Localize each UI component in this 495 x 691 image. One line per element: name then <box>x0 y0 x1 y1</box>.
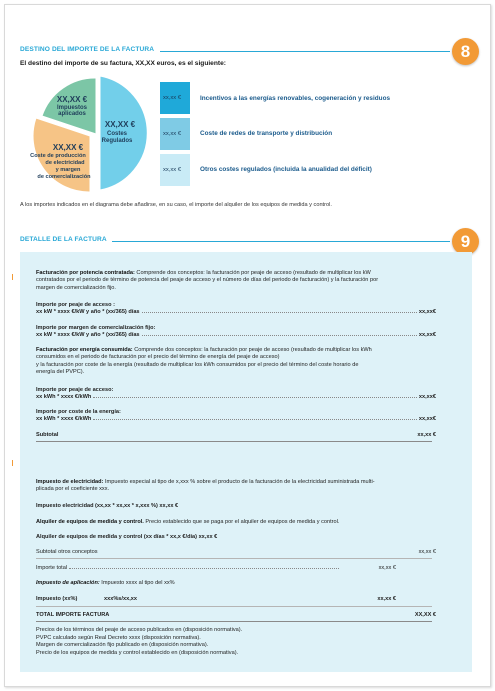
peaje-acceso-formula: xx kW * xxxx €/kW y año * (xx/365) días <box>36 309 140 315</box>
energia-text: consumidos en el periodo de facturación por el precio del término de energía del peaje de acceso) <box>36 354 280 361</box>
energia-text: y la facturación por coste de la energía (resultado de multiplicar los kWh consumidos por el precio del término del coste horario de <box>36 361 359 368</box>
regulatory-notes <box>36 627 446 657</box>
coste-energia-title: Importe por coste de la energía: <box>36 409 121 415</box>
pie-label-produccion-2: de electricidad <box>45 160 85 166</box>
subtotal-otros-row <box>36 549 436 555</box>
peaje-energia-formula: xx kWh * xxxx €/kWh <box>36 394 92 400</box>
impuesto-aplicacion-text: Impuesto xxxx al tipo del xx% <box>99 580 175 586</box>
peaje-acceso-title: Importe por peaje de acceso : <box>36 302 115 308</box>
pie-amount-produccion: XX,XX € <box>52 143 84 152</box>
legend-box-renovables: xx,xx € <box>160 82 190 114</box>
section-title-detalle: DETALLE DE LA FACTURA <box>20 236 107 243</box>
pie-label-impuestos-2: aplicados <box>58 111 86 117</box>
subtotal-label: Subtotal <box>36 432 59 438</box>
impuesto-label: Impuesto (xx%) <box>36 596 78 602</box>
peaje-energia-row <box>36 394 436 400</box>
leader-dots <box>69 568 338 569</box>
pie-label-costes-regulados-2: Regulados <box>101 138 133 144</box>
section-badge-8: 8 <box>452 38 479 65</box>
note-line: Precios de los términos del peaje de acceso publicados en (disposición normativa). <box>36 627 243 633</box>
ie-formula: Impuesto electricidad (xx,xx * xx,xx * x,xxx %) xx,xx € <box>36 503 179 509</box>
ie-text: plicada por el coeficiente xxx. <box>36 486 110 493</box>
margen-title: Importe por margen de comercialización fijo: <box>36 325 156 331</box>
subtotal-divider <box>36 441 432 442</box>
intro-text: El destino del importe de su factura, XX,XX euros, es el siguiente: <box>20 60 226 67</box>
subtotal-row <box>36 432 436 438</box>
leader-dots <box>93 419 417 420</box>
legend-label-otros: Otros costes regulados (incluida la anualidad del déficit) <box>200 166 372 173</box>
subtotal-otros-value: xx,xx € <box>418 549 436 555</box>
note-line: Precio de los equipos de medida y control establecido en (disposición normativa). <box>36 649 239 656</box>
total-row <box>36 612 436 618</box>
potencia-title: Facturación por potencia contratada: <box>36 270 135 276</box>
potencia-paragraph <box>36 270 446 292</box>
pie-label-impuestos-1: Impuestos <box>56 105 88 111</box>
total-value: XX,XX € <box>414 612 436 618</box>
margen-value: xx,xx€ <box>418 332 436 338</box>
peaje-acceso-value: xx,xx€ <box>418 309 436 315</box>
impuesto-formula: xxx%s/xx,xx <box>104 596 137 602</box>
legend-label-redes: Coste de redes de transporte y distribución <box>200 130 333 137</box>
coste-energia-value: xx,xx€ <box>418 416 436 422</box>
importe-total-value: xx,xx € <box>378 565 396 571</box>
leader-dots <box>142 312 417 313</box>
leader-dots <box>93 397 417 398</box>
section-divider <box>112 241 450 242</box>
potencia-text: Comprende dos conceptos: la facturación por peaje de acceso (resultado de multiplicar los kW <box>134 270 371 276</box>
subtotal-value: xx,xx € <box>417 432 436 438</box>
alquiler-text: Precio establecido que se paga por el alquiler de equipos de medida y control. <box>143 519 340 525</box>
leader-dots <box>142 335 417 336</box>
section-title-destino: DESTINO DEL IMPORTE DE LA FACTURA <box>20 46 155 53</box>
impuesto-aplicacion-paragraph <box>36 580 446 587</box>
margin-marker <box>12 460 13 466</box>
pie-label-produccion-1: Coste de producción <box>30 153 86 159</box>
coste-energia-row <box>36 416 436 422</box>
pie-label-costes-regulados-1: Costes <box>106 131 128 137</box>
pie-label-produccion-4: de comercialización <box>37 174 91 180</box>
subtotal-otros-divider <box>36 558 432 559</box>
impuesto-aplicacion-title: Impuesto de aplicación: <box>36 580 100 586</box>
importe-total-row <box>36 565 436 571</box>
energia-text: energía del PVPC). <box>36 368 85 375</box>
section-divider <box>160 51 450 52</box>
pie-label-produccion-3: y margen <box>55 167 81 173</box>
impuesto-row <box>36 596 436 602</box>
margen-row <box>36 332 436 338</box>
ie-paragraph <box>36 479 446 494</box>
total-label: TOTAL IMPORTE FACTURA <box>36 612 110 618</box>
diagram-footnote: A los importes indicados en el diagrama debe añadirse, en su caso, el importe del alquiler de los equipos de medida y control. <box>20 202 332 208</box>
potencia-text: contratados por el periodo de término de potencia del peaje de acceso y el número de días del periodo de facturación) y la facturación por <box>36 277 379 284</box>
impuesto-value: xx,xx € <box>377 596 396 602</box>
note-line: PVPC calculado según Real Decreto xxxx (disposición normativa). <box>36 634 201 641</box>
legend-label-renovables: Incentivos a las energías renovables, cogeneración y residuos <box>200 95 391 102</box>
margen-formula: xx kW * xxxx €/kW y año * (xx/365) días <box>36 332 140 338</box>
note-line: Margen de comercialización fijo publicado en (disposición normativa). <box>36 642 209 649</box>
alquiler-formula: Alquiler de equipos de medida y control (xx días * xx,x €/día) xx,xx € <box>36 534 218 540</box>
peaje-energia-value: xx,xx€ <box>418 394 436 400</box>
detail-panel <box>20 252 472 672</box>
section-badge-9: 9 <box>452 228 479 255</box>
energia-paragraph <box>36 347 446 376</box>
ie-text: Impuesto especial al tipo de x,xxx % sobre el producto de la facturación de la electricidad suministrada multi- <box>103 479 375 485</box>
coste-energia-formula: xx kWh * xxxx €/kWh <box>36 416 92 422</box>
pie-amount-costes-regulados: XX,XX € <box>104 120 136 129</box>
peaje-acceso-row <box>36 309 436 315</box>
alquiler-title: Alquiler de equipos de medida y control. <box>36 519 144 525</box>
peaje-energia-title: Importe por peaje de acceso: <box>36 387 114 393</box>
potencia-text: margen de comercialización fijo. <box>36 284 116 291</box>
alquiler-paragraph <box>36 519 446 526</box>
pie-amount-impuestos: XX,XX € <box>56 95 88 104</box>
legend-box-redes: xx,xx € <box>160 118 190 150</box>
energia-title: Facturación por energía consumida: <box>36 347 133 353</box>
total-divider <box>36 621 432 622</box>
legend-box-otros: xx,xx € <box>160 154 190 186</box>
importe-total-label: Importe total <box>36 565 68 571</box>
ie-title: Impuesto de electricidad: <box>36 479 104 485</box>
margin-marker <box>12 274 13 280</box>
impuesto-divider <box>36 606 432 607</box>
subtotal-otros-label: Subtotal otros conceptos <box>36 549 98 555</box>
energia-text: Comprende dos conceptos: la facturación por peaje de acceso (resultado de multiplicar los kWh <box>132 347 372 353</box>
pie-chart <box>20 68 160 196</box>
